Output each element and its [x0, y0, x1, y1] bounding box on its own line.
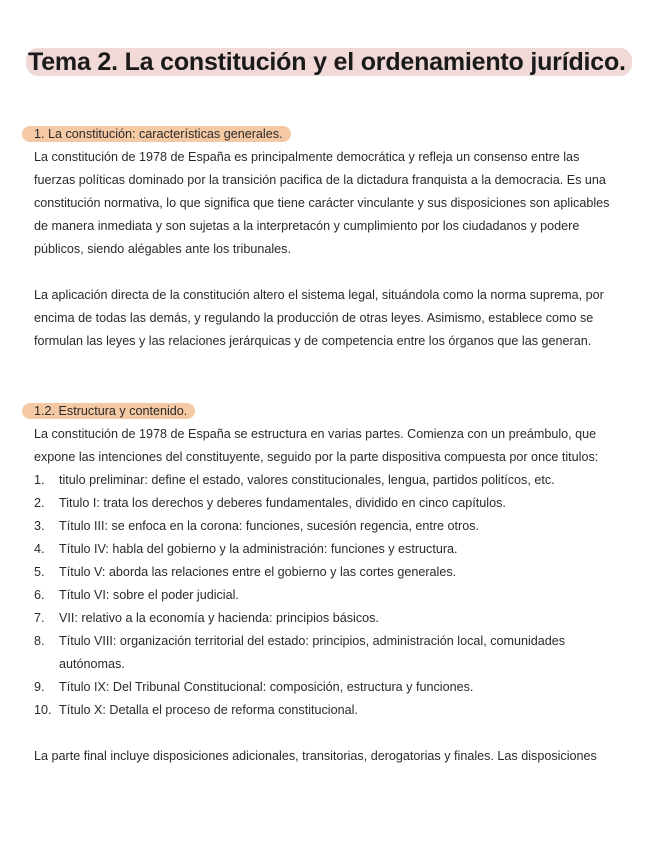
list-item [34, 699, 624, 722]
list-item [34, 584, 624, 607]
list-item [34, 538, 624, 561]
list-number: 3. [34, 519, 45, 533]
title-highlight: Tema 2. La constitución y el ordenamiento jurídico. [26, 48, 632, 76]
section-characteristics [34, 123, 624, 353]
section-structure [34, 400, 624, 768]
list-number: 5. [34, 565, 45, 579]
section-heading [34, 400, 624, 423]
titles-list [34, 469, 624, 722]
list-item [34, 630, 624, 676]
paragraph: La aplicación directa de la constitución altero el sistema legal, situándola como la norma suprema, por encima de todas las demás, y regulando la producción de otras leyes. Asimismo, establece como se formulan las leyes y las relaciones jerárquicas y de competencia entre los órganos que las generan. [34, 288, 604, 348]
list-item [34, 676, 624, 699]
list-text: Título IX: Del Tribunal Constitucional: composición, estructura y funciones. [59, 680, 474, 694]
list-text: Titulo I: trata los derechos y deberes fundamentales, dividido en cinco capítulos. [59, 496, 506, 510]
paragraph: La parte final incluye disposiciones adicionales, transitorias, derogatorias y finales. Las disposiciones [34, 749, 597, 763]
list-item [34, 607, 624, 630]
list-text: VII: relativo a la economía y hacienda: principios básicos. [59, 611, 379, 625]
list-text: Título VI: sobre el poder judicial. [59, 588, 239, 602]
section-heading-highlight: 1.2. Estructura y contenido. [22, 403, 195, 419]
list-text: Título X: Detalla el proceso de reforma constitucional. [59, 703, 358, 717]
list-text: Título IV: habla del gobierno y la administración: funciones y estructura. [59, 542, 458, 556]
list-number: 8. [34, 634, 45, 648]
page-title [28, 48, 634, 76]
paragraph: La constitución de 1978 de España se estructura en varias partes. Comienza con un preámbulo, que expone las intenciones del constituyente, seguido por la parte dispositiva compuesta por once titulos: [34, 427, 599, 464]
section-heading [34, 123, 624, 146]
list-item [34, 515, 624, 538]
list-number: 10. [34, 703, 52, 717]
list-text: Título III: se enfoca en la corona: funciones, sucesión regencia, entre otros. [59, 519, 480, 533]
list-number: 6. [34, 588, 45, 602]
list-number: 9. [34, 680, 45, 694]
paragraph: La constitución de 1978 de España es principalmente democrática y refleja un consenso entre las fuerzas políticas dominado por la transición pacifica de la dictadura franquista a la democracia. Es una constitución normativa, lo que significa que tiene carácter vinculante y sus disposiciones son aplicables de manera inmediata y son sujetas a la interpretacón y cumplimiento por los ciudadanos y podere públicos, siendo alégables ante los tribunales. [34, 150, 610, 256]
list-number: 7. [34, 611, 45, 625]
list-item [34, 561, 624, 584]
list-number: 4. [34, 542, 45, 556]
list-number: 2. [34, 496, 45, 510]
section-heading-highlight: 1. La constitución: características generales. [22, 126, 291, 142]
list-item [34, 492, 624, 515]
list-text: Título V: aborda las relaciones entre el gobierno y las cortes generales. [59, 565, 457, 579]
list-item [34, 469, 624, 492]
list-text: titulo preliminar: define el estado, valores constitucionales, lengua, partidos politícos, etc. [59, 473, 555, 487]
list-number: 1. [34, 473, 45, 487]
list-text: Título VIII: organización territorial del estado: principios, administración local, comunidades autónomas. [59, 634, 566, 671]
